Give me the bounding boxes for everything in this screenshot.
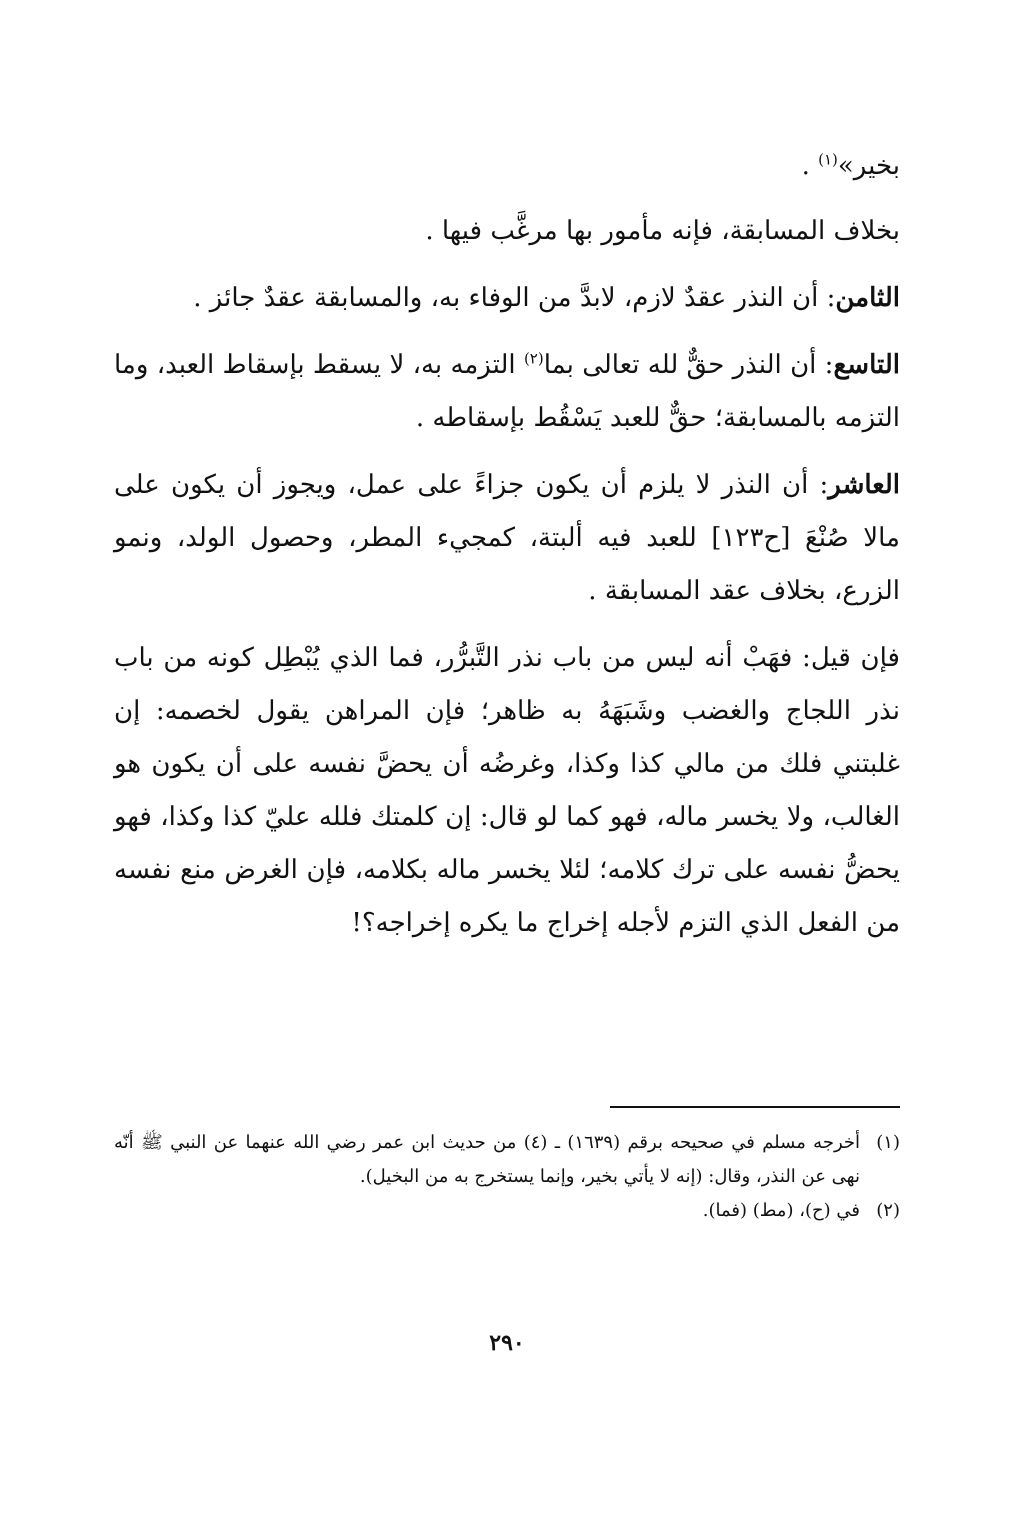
footnote-1 xyxy=(114,1126,900,1194)
footnote-ref-2[interactable]: (٢) xyxy=(523,349,544,368)
paragraph-label: الثامن xyxy=(835,283,900,313)
paragraph-end: . xyxy=(801,151,819,181)
paragraph-musabaqa xyxy=(114,205,900,258)
footnote-text: أخرجه مسلم في صحيحه برقم (١٦٣٩) ـ (٤) من حديث ابن عمر رضي الله عنهما عن النبي ﷺ أنّه نهى عن النذر، وقال: (إنه لا يأتي بخير، وإنما يستخرج به من البخيل). xyxy=(114,1132,861,1187)
footnote-number: (١) xyxy=(876,1132,900,1153)
paragraph-label: العاشر xyxy=(828,470,900,500)
footnote-ref-1[interactable]: (١) xyxy=(818,150,838,169)
paragraph-text: بخلاف المسابقة، فإنه مأمور بها مرغَّب فيها . xyxy=(425,216,900,246)
paragraph-continuation xyxy=(114,140,900,193)
paragraph-text: بخير» xyxy=(837,151,900,181)
footnote-2 xyxy=(114,1194,900,1228)
main-text xyxy=(114,140,900,964)
paragraph-text: فإن قيل: فهَبْ أنه ليس من باب نذر التَّبرُّر، فما الذي يُبْطِل كونه من باب نذر اللجاج والغضب وشَبَهَهُ به ظاهر؛ فإن المراهن يقول لخصمه: إن غلبتني فلك من مالي كذا وكذا، وغرضُه أن يحضَّ نفسه على أن يكون هو الغالب، ولا يخسر ماله، فهو كما لو قال: إن كلمتك فلله عليّ كذا وكذا، فهو يحضُّ نفسه على ترك كلامه؛ لئلا يخسر ماله بكلامه، فإن الغرض منع نفسه من الفعل الذي التزم لأجله إخراج ما يكره إخراجه؟! xyxy=(114,643,900,938)
footnotes xyxy=(114,1126,900,1228)
paragraph-text-cont: التزمه به، لا يسقط بإسقاط العبد، وما التزمه بالمسابقة؛ حقٌّ للعبد يَسْقُط بإسقاطه . xyxy=(114,350,900,433)
paragraph-ninth xyxy=(114,339,900,445)
paragraph-text: : أن النذر لا يلزم أن يكون جزاءً على عمل، ويجوز أن يكون على مالا صُنْعَ [ح١٢٣] للعبد فيه ألبتة، كمجيء المطر، وحصول الولد، ونمو الزرع، بخلاف عقد المسابقة . xyxy=(114,470,900,606)
paragraph-objection xyxy=(114,632,900,950)
footnote-divider xyxy=(610,1106,900,1108)
paragraph-label: التاسع xyxy=(833,350,900,380)
paragraph-eighth xyxy=(114,272,900,325)
paragraph-text: : أن النذر عقدٌ لازم، لابدَّ من الوفاء به، والمسابقة عقدٌ جائز . xyxy=(193,283,836,313)
page-number: ٢٩٠ xyxy=(489,1330,525,1356)
footnote-text: في (ح)، (مط) (فما). xyxy=(702,1200,860,1221)
footnote-number: (٢) xyxy=(876,1200,900,1221)
paragraph-tenth xyxy=(114,459,900,618)
paragraph-text: : أن النذر حقٌّ لله تعالى بما xyxy=(543,350,834,380)
